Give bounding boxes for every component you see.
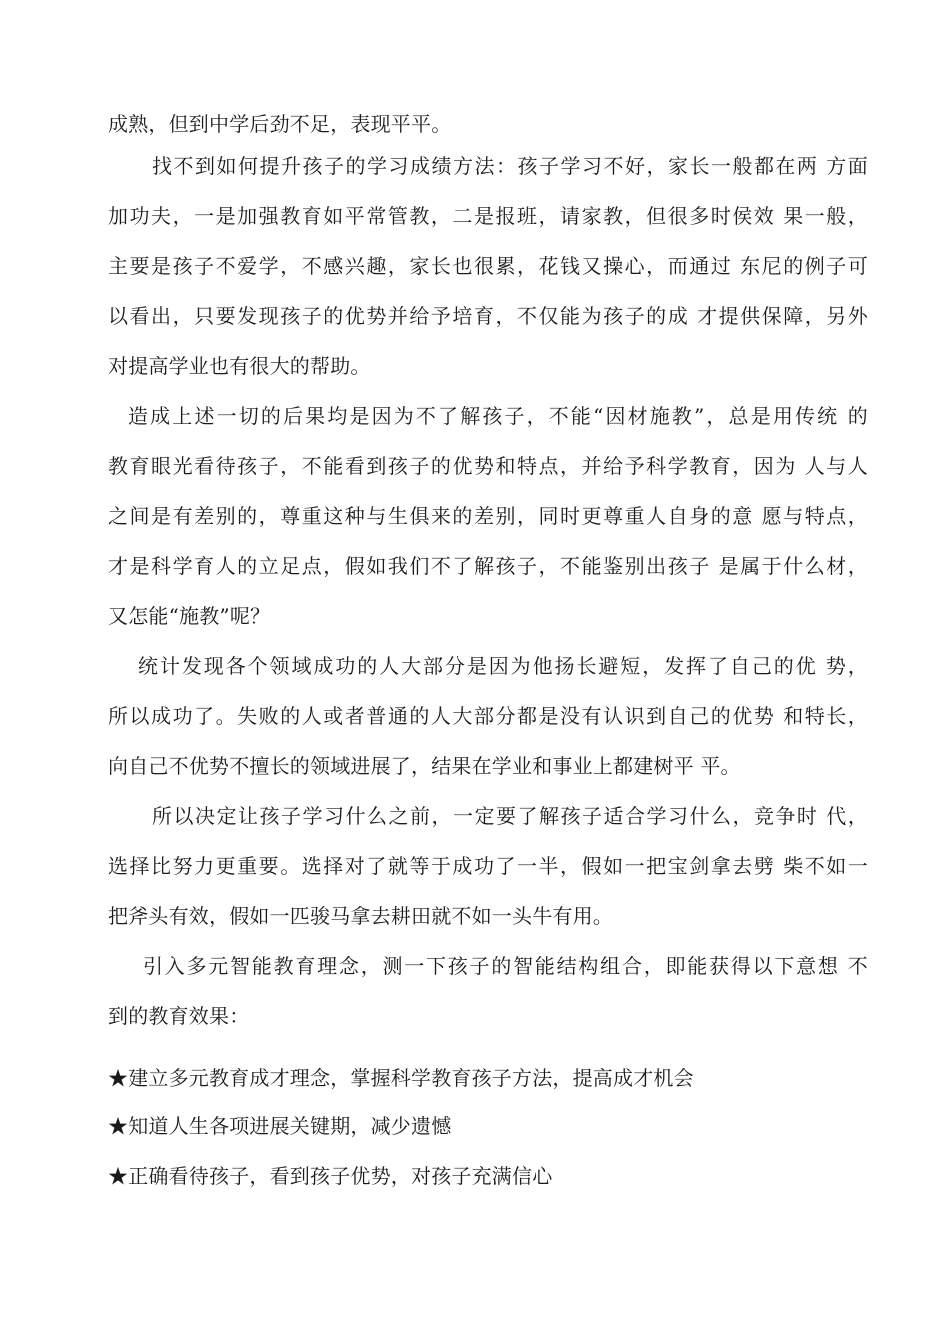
paragraph-5-line-0: 引入多元智能教育理念，测一下孩子的智能结构组合，即能获得以下意想 不	[143, 954, 868, 978]
paragraph-1-line-0: 找不到如何提升孩子的学习成绩方法：孩子学习不好，家长一般都在两 方面	[152, 154, 868, 178]
paragraph-1-line-4: 对提高学业也有很大的帮助。	[108, 354, 371, 378]
paragraph-3-line-0: 统计发现各个领域成功的人大部分是因为他扬长避短，发挥了自己的优 势，	[138, 654, 868, 678]
bullet-item-0: ★建立多元教育成才理念，掌握科学教育孩子方法，提高成才机会	[108, 1066, 694, 1090]
paragraph-3-line-2: 向自己不优势不擅长的领域进展了，结果在学业和事业上都建树平 平。	[108, 754, 741, 778]
bullet-item-2: ★正确看待孩子，看到孩子优势，对孩子充满信心	[108, 1164, 553, 1188]
paragraph-1-line-1: 加功夫，一是加强教育如平常管教，二是报班，请家教，但很多时侯效 果一般，	[108, 204, 868, 228]
paragraph-0-line-0: 成熟，但到中学后劲不足，表现平平。	[108, 112, 452, 136]
paragraph-2-line-3: 才是科学育人的立足点，假如我们不了解孩子，不能鉴别出孩子 是属于什么材，	[108, 554, 868, 578]
paragraph-2-line-1: 教育眼光看待孩子，不能看到孩子的优势和特点，并给予科学教育，因为 人与人	[108, 454, 868, 478]
paragraph-2-line-2: 之间是有差别的，尊重这种与生俱来的差别，同时更尊重人自身的意 愿与特点，	[108, 504, 868, 528]
paragraph-1-line-3: 以看出，只要发现孩子的优势并给予培育，不仅能为孩子的成 才提供保障，另外	[108, 304, 868, 328]
paragraph-5-line-1: 到的教育效果：	[108, 1004, 250, 1028]
paragraph-4-line-0: 所以决定让孩子学习什么之前，一定要了解孩子适合学习什么，竞争时 代，	[152, 804, 868, 828]
paragraph-2-line-4: 又怎能“施教”呢？	[108, 604, 271, 628]
paragraph-4-line-2: 把斧头有效，假如一匹骏马拿去耕田就不如一头牛有用。	[108, 904, 613, 928]
paragraph-1-line-2: 主要是孩子不爱学，不感兴趣，家长也很累，花钱又操心，而通过 东尼的例子可	[108, 254, 868, 278]
bullet-item-1: ★知道人生各项进展关键期，减少遗憾	[108, 1114, 452, 1138]
paragraph-4-line-1: 选择比努力更重要。选择对了就等于成功了一半，假如一把宝剑拿去劈 柴不如一	[108, 854, 868, 878]
paragraph-2-line-0: 造成上述一切的后果均是因为不了解孩子，不能“因材施教”，总是用传统 的	[128, 404, 868, 428]
paragraph-3-line-1: 所以成功了。失败的人或者普通的人大部分都是没有认识到自己的优势 和特长，	[108, 704, 868, 728]
